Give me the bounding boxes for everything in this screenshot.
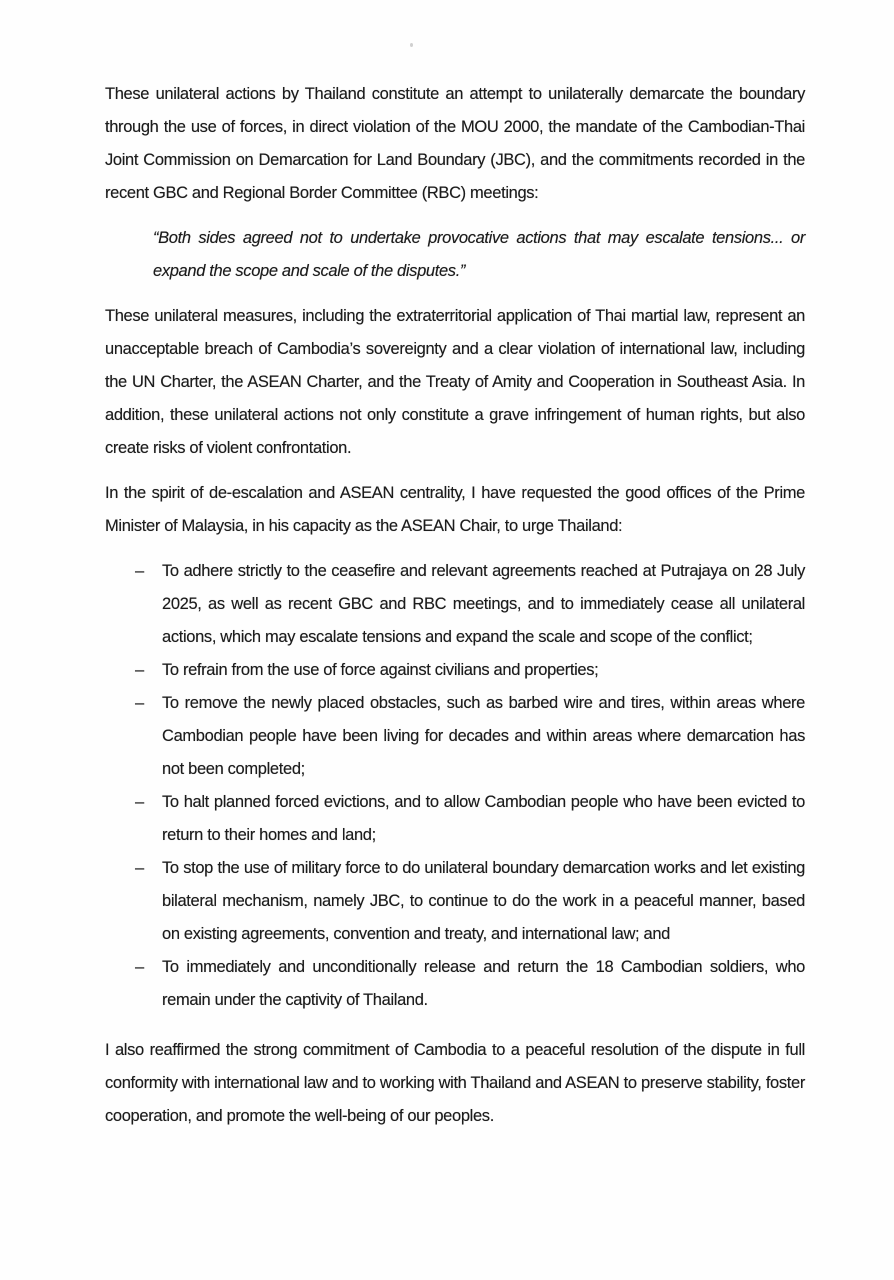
list-item-text: To immediately and unconditionally release and return the 18 Cambodian soldiers, who remain under the captivity of Thailand. [162,958,805,1009]
list-item-text: To stop the use of military force to do unilateral boundary demarcation works and let existing bilateral mechanism, namely JBC, to continue to do the work in a peaceful manner, based on existing agreements, convention and treaty, and international law; and [162,859,805,943]
list-item-text: To remove the newly placed obstacles, such as barbed wire and tires, within areas where Cambodian people have been living for decades and within areas where demarcation has not been completed; [162,694,805,778]
list-item-release-soldiers [135,951,805,1017]
paragraph-asean-request: In the spirit of de-escalation and ASEAN centrality, I have requested the good offices of the Prime Minister of Malaysia, in his capacity as the ASEAN Chair, to urge Thailand: [105,484,805,535]
blockquote-agreement: “Both sides agreed not to undertake provocative actions that may escalate tensions... or expand the scope and scale of the disputes.” [153,229,805,280]
paragraph-unilateral-measures: These unilateral measures, including the extraterritorial application of Thai martial law, represent an unacceptable breach of Cambodia’s sovereignty and a clear violation of international law, including the UN Charter, the ASEAN Charter, and the Treaty of Amity and Cooperation in Southeast Asia. In addition, these unilateral actions not only constitute a grave infringement of human rights, but also create risks of violent confrontation. [105,307,805,457]
dash-bullet: – [135,562,144,580]
list-item-remove-obstacles [135,687,805,786]
dash-bullet: – [135,661,144,679]
dash-bullet: – [135,793,144,811]
list-item-refrain-force [135,654,805,687]
paragraph-unilateral-actions: These unilateral actions by Thailand constitute an attempt to unilaterally demarcate the boundary through the use of forces, in direct violation of the MOU 2000, the mandate of the Cambodian-Thai Joint Commission on Demarcation for Land Boundary (JBC), and the commitments recorded in the recent GBC and Regional Border Committee (RBC) meetings: [105,85,805,202]
list-item-halt-evictions [135,786,805,852]
dash-bullet: – [135,859,144,877]
paragraph-closing: I also reaffirmed the strong commitment of Cambodia to a peaceful resolution of the dispute in full conformity with international law and to working with Thailand and ASEAN to preserve stability, foster cooperation, and promote the well-being of our peoples. [105,1041,805,1125]
list-item-adhere-ceasefire [135,555,805,654]
document-body [105,78,805,1133]
scan-artifact [410,43,413,47]
list-item-stop-military-demarcation [135,852,805,951]
list-item-text: To refrain from the use of force against civilians and properties; [162,661,599,679]
dash-bullet: – [135,958,144,976]
list-item-text: To halt planned forced evictions, and to allow Cambodian people who have been evicted to return to their homes and land; [162,793,805,844]
demands-list [105,555,805,1017]
dash-bullet: – [135,694,144,712]
list-item-text: To adhere strictly to the ceasefire and relevant agreements reached at Putrajaya on 28 July 2025, as well as recent GBC and RBC meetings, and to immediately cease all unilateral actions, which may escalate tensions and expand the scale and scope of the conflict; [162,562,805,646]
